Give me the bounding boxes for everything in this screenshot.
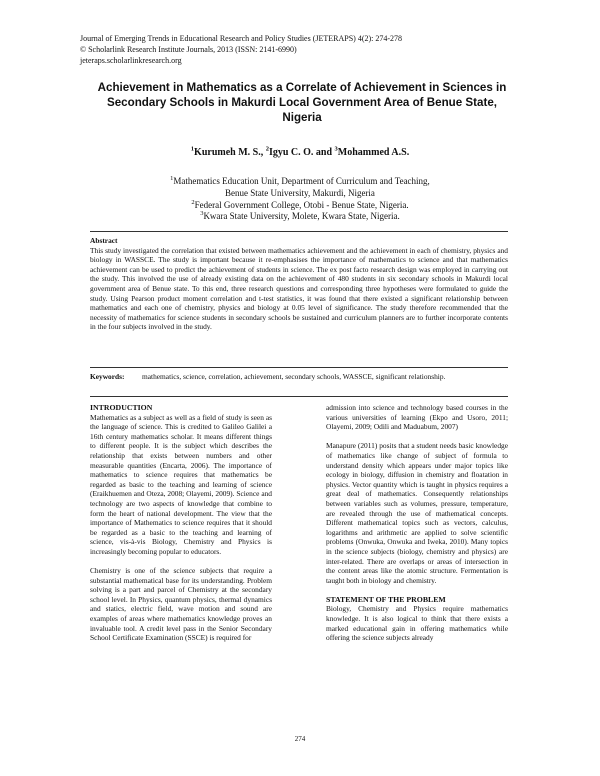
right-column bbox=[326, 403, 508, 652]
keywords-bottom-rule bbox=[90, 396, 508, 397]
abstract-section bbox=[90, 236, 508, 332]
author-1-marker: 1 bbox=[190, 145, 195, 153]
left-column bbox=[90, 403, 272, 652]
affiliation-1-line2: Benue State University, Makurdi, Nigeria bbox=[225, 187, 375, 198]
author-1: Kurumeh M. S., bbox=[194, 147, 266, 158]
problem-statement-heading: STATEMENT OF THE PROBLEM bbox=[326, 594, 446, 604]
author-2-marker: 2 bbox=[265, 145, 269, 153]
author-list bbox=[80, 147, 520, 158]
paper-title: Achievement in Mathematics as a Correlate of Achievement in Sciences in Secondary Schools in Makurdi Local Government Area of Benue State, Nigeria bbox=[97, 81, 507, 124]
copyright-line: © Scholarlink Research Institute Journals, 2013 (ISSN: 2141-6990) bbox=[80, 45, 297, 54]
author-2: Igyu C. O. and bbox=[268, 147, 335, 158]
affiliation-1-line1: Mathematics Education Unit, Department of Curriculum and Teaching, bbox=[173, 176, 430, 186]
introduction-paragraph-1: Mathematics as a subject as well as a field of study is seen as the language of science. This is credited to Galileo Galilei a 16th century mathematics scholar. It means different things to different people. It is the subject which describes the relationship that exists between numbers and other measurable quantities (Encarta, 2006). The importance of mathematics to science requires that mathematics be regarded as basic to the teaching and learning of science (Eraikhuemen and Oteza, 2008; Olayemi, 2009). Science and technology are two aspects of knowledge that combine to form the heart of national development. The view that the importance of Mathematics to science requires that it should be regarded as a basic to the teaching and learning of science, vis-à-vis Biology, Chemistry and Physics is increasingly becoming popular to educators. bbox=[90, 412, 272, 556]
abstract-bottom-rule bbox=[90, 367, 508, 368]
abstract-heading: Abstract bbox=[90, 236, 118, 245]
affiliation-2-marker: 2 bbox=[191, 198, 195, 206]
abstract-text: This study investigated the correlation that existed between mathematics achievement and the achievement in each of chemistry, physics and biology in WASSCE. The study is important because it re-emphasises the importance of mathematics to science and that mathematics achievement can be used to predict the achievement of students in science. The ex post facto research design was employed in carrying out the study. This involved the use of already existing data on the achievement of 480 students in six secondary schools in Makurdi local government area of Benue state. To this end, three research questions and corresponding three hypotheses were formulated to guide the study. Using Pearson product moment correlation and t-test statistics, it was found that there existed a significant relationship between mathematics and each one of chemistry, physics and biology at 0.05 level of significance. The study therefore recommended that the necessity of mathematics for science students in secondary schools be sustained and curriculum planners are to further incorporate contents in the four subjects involved in the study. bbox=[90, 245, 508, 332]
author-3-marker: 3 bbox=[334, 145, 338, 153]
introduction-paragraph-4: Manapure (2011) posits that a student needs basic knowledge of mathematics like change of subject of formula to understand density which appears under major topics like ecology in biology, diffusion in chemistry and floatation in physics. Vector quantity which is taught in physics requires a great deal of mathematics. Consequently relationships between variables such as volumes, pressure, temperature, are revealed through the use of mathematical concepts. Different mathematical topics such as vectors, calculus, logarithms and arithmetic are applied to solve scientific problems (Onwuka, Onwuka and Iweka, 2010). Many topics in the science subjects (biology, chemistry and physics) are inter-related. There are overlaps or areas of intersection in the content areas like the atomic structure. Fermentation is taught both in biology and chemistry. bbox=[326, 441, 508, 585]
affiliation-3: Kwara State University, Molete, Kwara State, Nigeria. bbox=[203, 211, 400, 222]
affiliations bbox=[80, 176, 520, 223]
affiliation-2: Federal Government College, Otobi - Benue State, Nigeria. bbox=[194, 199, 409, 210]
journal-citation: Journal of Emerging Trends in Educational Research and Policy Studies (JETERAPS) 4(2): 274-278 bbox=[80, 34, 403, 43]
affiliation-1-marker: 1 bbox=[170, 175, 174, 182]
keywords-section bbox=[90, 372, 508, 382]
introduction-heading: INTRODUCTION bbox=[90, 403, 153, 412]
journal-header bbox=[80, 33, 402, 66]
affiliation-3-marker: 3 bbox=[200, 210, 204, 218]
introduction-paragraph-3: admission into science and technology based courses in the various universities of learning (Ekpo and Usoro, 2011; Olayemi, 2009; Odili and Maduabum, 2007) bbox=[326, 403, 508, 432]
problem-statement-paragraph: Biology, Chemistry and Physics require mathematics knowledge. It is also logical to think that there exists a marked educational gain in offering mathematics while offering the science subjects already bbox=[326, 604, 508, 643]
keywords-label: Keywords: bbox=[90, 372, 125, 381]
introduction-paragraph-2: Chemistry is one of the science subjects that require a substantial mathematical base for its understanding. Problem solving is a part and parcel of Chemistry at the secondary school level. In Physics, quantum physics, thermal dynamics and statics, electric field, wave motion and sound are examples of areas where mathematics knowledge proves an invaluable tool. A credit level pass in the Senior Secondary School Certificate Examination (SSCE) is required for bbox=[90, 566, 272, 643]
journal-website[interactable]: jeteraps.scholarlinkresearch.org bbox=[80, 56, 182, 65]
abstract-top-rule bbox=[90, 231, 508, 232]
page-number: 274 bbox=[294, 735, 306, 743]
keywords-text: mathematics, science, correlation, achievement, secondary schools, WASSCE, significant relationship. bbox=[142, 372, 446, 381]
author-3: Mohammed A.S. bbox=[337, 147, 410, 158]
